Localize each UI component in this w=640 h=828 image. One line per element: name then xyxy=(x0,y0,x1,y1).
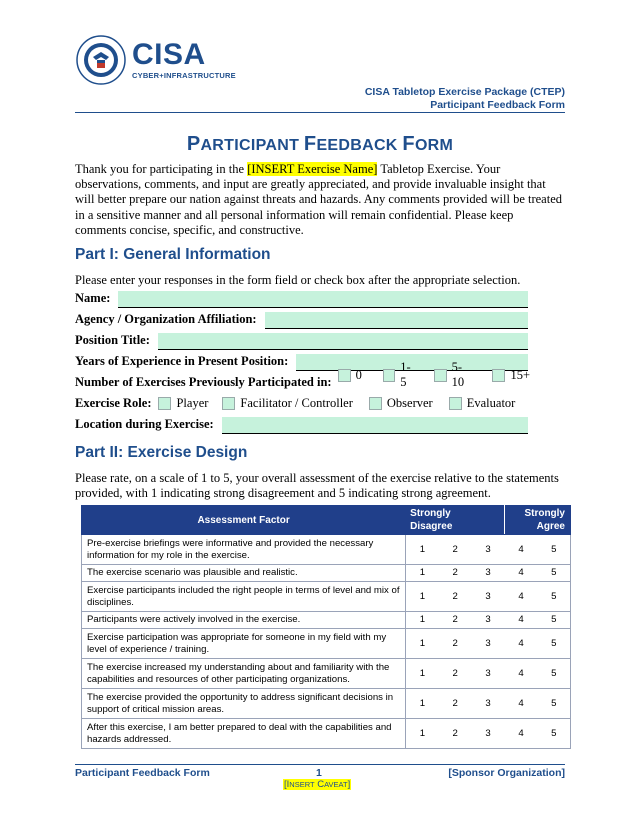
assessment-factor-cell: Exercise participation was appropriate for someone in my field with my level of experience / training. xyxy=(82,629,406,659)
rating-option-1[interactable]: 1 xyxy=(406,612,439,629)
rating-option-2[interactable]: 2 xyxy=(439,565,472,582)
table-row xyxy=(82,582,571,612)
table-row xyxy=(82,719,571,749)
rating-option-5[interactable]: 5 xyxy=(538,535,571,565)
rating-option-1[interactable]: 1 xyxy=(406,689,439,719)
table-row xyxy=(82,629,571,659)
location-row xyxy=(75,416,528,434)
rating-option-4[interactable]: 4 xyxy=(505,629,538,659)
exercises-row: Number of Exercises Previously Participated in: 0 1-5 5-10 15+ xyxy=(75,374,530,392)
intro-paragraph: Thank you for participating in the [INSERT Exercise Name] Tabletop Exercise. Your observations, comments, and input are greatly appreciated, and provide invaluable insight that will better prepare our nation against threats and hazards. Any comments provided will be treated in a sensitive manner and all personal information will remain confidential. Please keep comments concise, specific, and constructive. xyxy=(75,162,562,237)
rating-option-3[interactable]: 3 xyxy=(472,565,505,582)
page-title: PARTICIPANT FEEDBACK FORM xyxy=(186,133,454,155)
assessment-factor-cell: The exercise provided the opportunity to address significant decisions in support of critical mission areas. xyxy=(82,689,406,719)
assessment-factor-cell: The exercise increased my understanding about and familiarity with the capabilities and resources of other participating organizations. xyxy=(82,659,406,689)
part1-heading: Part I: General Information xyxy=(75,246,271,263)
rating-option-2[interactable]: 2 xyxy=(439,719,472,749)
strongly-disagree-header: Strongly Disagree xyxy=(406,506,472,535)
assessment-factor-cell: Exercise participants included the right people in terms of level and mix of disciplines. xyxy=(82,582,406,612)
rating-option-1[interactable]: 1 xyxy=(406,629,439,659)
name-field[interactable] xyxy=(118,291,528,308)
exercise-name-placeholder[interactable]: [INSERT Exercise Name] xyxy=(247,162,378,176)
rating-option-5[interactable]: 5 xyxy=(538,612,571,629)
dhs-seal-icon xyxy=(76,35,126,85)
rating-option-2[interactable]: 2 xyxy=(439,612,472,629)
rating-option-2[interactable]: 2 xyxy=(439,582,472,612)
rating-option-4[interactable]: 4 xyxy=(505,535,538,565)
table-row xyxy=(82,565,571,582)
rating-option-1[interactable]: 1 xyxy=(406,565,439,582)
table-row xyxy=(82,612,571,629)
agency-field[interactable] xyxy=(265,312,528,329)
part2-heading: Part II: Exercise Design xyxy=(75,444,248,461)
location-label: Location during Exercise: xyxy=(75,417,214,431)
rating-option-5[interactable]: 5 xyxy=(538,659,571,689)
position-row xyxy=(75,332,528,350)
footer-form-name: Participant Feedback Form xyxy=(75,767,210,779)
assessment-table xyxy=(81,505,571,749)
rating-option-2[interactable]: 2 xyxy=(439,689,472,719)
table-row xyxy=(82,689,571,719)
rating-option-5[interactable]: 5 xyxy=(538,582,571,612)
rating-option-4[interactable]: 4 xyxy=(505,565,538,582)
agency-row xyxy=(75,311,528,329)
rating-option-4[interactable]: 4 xyxy=(505,612,538,629)
rating-option-1[interactable]: 1 xyxy=(406,719,439,749)
rating-option-2[interactable]: 2 xyxy=(439,629,472,659)
rating-option-3[interactable]: 3 xyxy=(472,612,505,629)
rating-option-1[interactable]: 1 xyxy=(406,535,439,565)
exercises-1-5-checkbox[interactable] xyxy=(383,369,395,382)
logo-subtitle: CYBER+INFRASTRUCTURE xyxy=(132,71,236,80)
role-observer-checkbox[interactable] xyxy=(369,397,382,410)
part1-instructions: Please enter your responses in the form field or check box after the appropriate selection. xyxy=(75,273,521,287)
assessment-factor-header: Assessment Factor xyxy=(82,506,406,535)
rating-option-3[interactable]: 3 xyxy=(472,719,505,749)
cisa-logo xyxy=(76,35,236,85)
position-field[interactable] xyxy=(158,333,528,350)
rating-option-5[interactable]: 5 xyxy=(538,689,571,719)
role-row: Exercise Role: Player Facilitator / Controller Observer Evaluator xyxy=(75,395,530,413)
table-header-row xyxy=(82,506,571,535)
caveat-placeholder: [INSERT CAVEAT] xyxy=(284,779,351,790)
location-field[interactable] xyxy=(222,417,528,434)
footer-divider xyxy=(75,764,565,765)
page-number: 1 xyxy=(316,767,322,779)
rating-option-2[interactable]: 2 xyxy=(439,659,472,689)
header-divider xyxy=(75,112,565,113)
name-row xyxy=(75,290,528,308)
assessment-factor-cell: The exercise scenario was plausible and realistic. xyxy=(82,565,406,582)
document-header xyxy=(365,86,565,112)
rating-option-3[interactable]: 3 xyxy=(472,659,505,689)
rating-option-4[interactable]: 4 xyxy=(505,659,538,689)
name-label: Name: xyxy=(75,291,111,305)
agency-label: Agency / Organization Affiliation: xyxy=(75,312,257,326)
header-package-name: CISA Tabletop Exercise Package (CTEP) xyxy=(364,86,565,98)
rating-option-3[interactable]: 3 xyxy=(472,535,505,565)
assessment-factor-cell: After this exercise, I am better prepared to deal with the capabilities and hazards addressed. xyxy=(82,719,406,749)
rating-option-3[interactable]: 3 xyxy=(472,629,505,659)
part2-instructions: Please rate, on a scale of 1 to 5, your overall assessment of the exercise relative to the statements provided, with 1 indicating strong disagreement and 5 indicating strong agreement. xyxy=(75,471,559,501)
table-row xyxy=(82,535,571,565)
assessment-factor-cell: Pre-exercise briefings were informative and provided the necessary information for my role in the exercise. xyxy=(82,535,406,565)
rating-option-3[interactable]: 3 xyxy=(472,689,505,719)
role-facilitator-checkbox[interactable] xyxy=(222,397,235,410)
rating-option-3[interactable]: 3 xyxy=(472,582,505,612)
role-label: Exercise Role: xyxy=(75,396,152,410)
exercises-label: Number of Exercises Previously Participated in: xyxy=(75,375,332,389)
rating-option-4[interactable]: 4 xyxy=(505,719,538,749)
rating-option-1[interactable]: 1 xyxy=(406,582,439,612)
exercises-0-checkbox[interactable] xyxy=(338,369,351,382)
exercises-5-10-checkbox[interactable] xyxy=(434,369,446,382)
rating-option-5[interactable]: 5 xyxy=(538,629,571,659)
rating-option-5[interactable]: 5 xyxy=(538,565,571,582)
years-label: Years of Experience in Present Position: xyxy=(75,354,289,368)
rating-option-1[interactable]: 1 xyxy=(406,659,439,689)
logo-wordmark: CISA xyxy=(132,38,206,71)
rating-option-4[interactable]: 4 xyxy=(505,582,538,612)
assessment-factor-cell: Participants were actively involved in the exercise. xyxy=(82,612,406,629)
role-player-checkbox[interactable] xyxy=(158,397,171,410)
strongly-agree-header: Strongly Agree xyxy=(505,506,571,535)
rating-option-4[interactable]: 4 xyxy=(505,689,538,719)
header-form-name: Participant Feedback Form xyxy=(430,99,565,111)
rating-option-5[interactable]: 5 xyxy=(538,719,571,749)
exercises-15plus-checkbox[interactable] xyxy=(492,369,505,382)
table-row xyxy=(82,659,571,689)
position-label: Position Title: xyxy=(75,333,150,347)
footer-sponsor: [Sponsor Organization] xyxy=(448,767,565,779)
rating-option-2[interactable]: 2 xyxy=(439,535,472,565)
role-evaluator-checkbox[interactable] xyxy=(449,397,462,410)
